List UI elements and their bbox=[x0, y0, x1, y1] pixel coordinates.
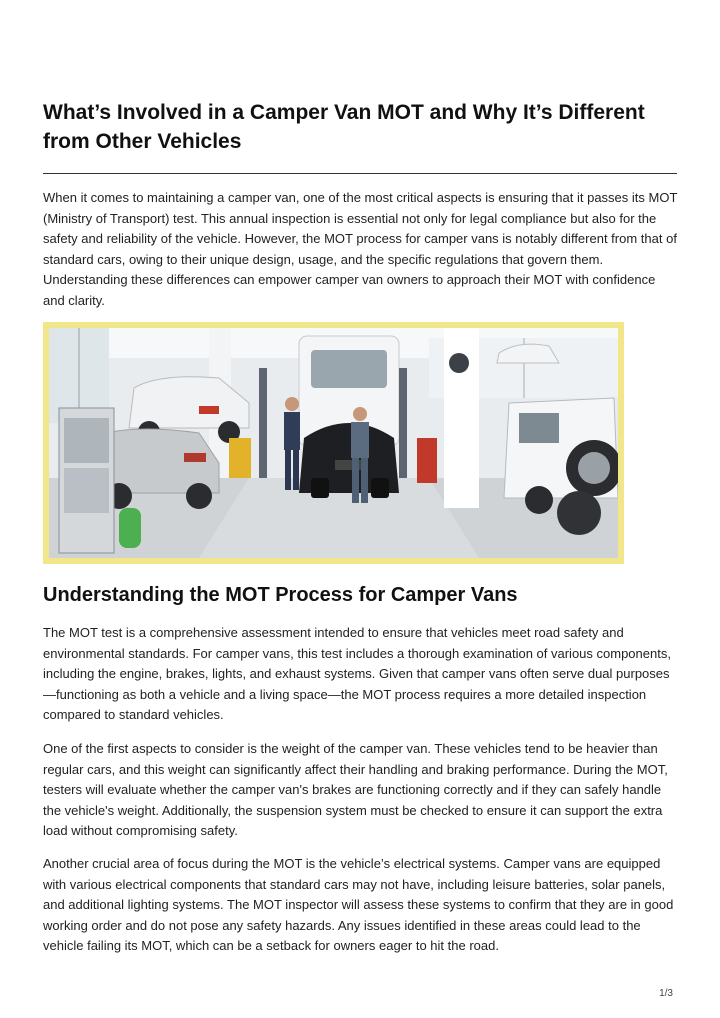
garage-photo-illustration bbox=[49, 328, 618, 558]
body-paragraph: One of the first aspects to consider is the weight of the camper van. These vehicles tend to be heavier than regular cars, and this weight can significantly affect their handling and braking performance. During the MOT, testers will evaluate whether the camper van's brakes are functioning correctly and if they can safely handle the vehicle's weight. Additionally, the suspension system must be checked to ensure it can support the extra load without compromising safety. bbox=[43, 741, 668, 839]
title-divider bbox=[43, 173, 677, 174]
page-number: 1/3 bbox=[659, 988, 673, 999]
body-paragraph: The MOT test is a comprehensive assessment intended to ensure that vehicles meet road safety and environmental standards. For camper vans, this test includes a thorough examination of various components, including the engine, brakes, lights, and exhaust systems. Given that camper vans often serve dual purposes—functioning as both a vehicle and a living space—the MOT process requires a more detailed inspection compared to standard vehicles. bbox=[43, 625, 671, 723]
garage-photo bbox=[43, 322, 624, 564]
section-heading: Understanding the MOT Process for Camper Vans bbox=[43, 584, 518, 606]
document-title: What’s Involved in a Camper Van MOT and Why It’s Different from Other Vehicles bbox=[43, 101, 645, 153]
intro-paragraph: When it comes to maintaining a camper van, one of the most critical aspects is ensuring that it passes its MOT (Ministry of Transport) test. This annual inspection is essential not only for legal compliance but also for the safety and reliability of the vehicle. However, the MOT process for camper vans is notably different from that of standard cars, owing to their unique design, usage, and the specific regulations that govern them. Understanding these differences can empower camper van owners to approach their MOT with confidence and clarity. bbox=[43, 190, 678, 308]
body-paragraph: Another crucial area of focus during the MOT is the vehicle’s electrical systems. Camper vans are equipped with various electrical components that standard cars may not have, including leisure batteries, solar panels, and additional lighting systems. The MOT inspector will assess these systems to confirm that they are in good working order and do not pose any safety hazards. Any issues identified in these areas could lead to the vehicle failing its MOT, which can be a setback for owners eager to hit the road. bbox=[43, 856, 674, 954]
